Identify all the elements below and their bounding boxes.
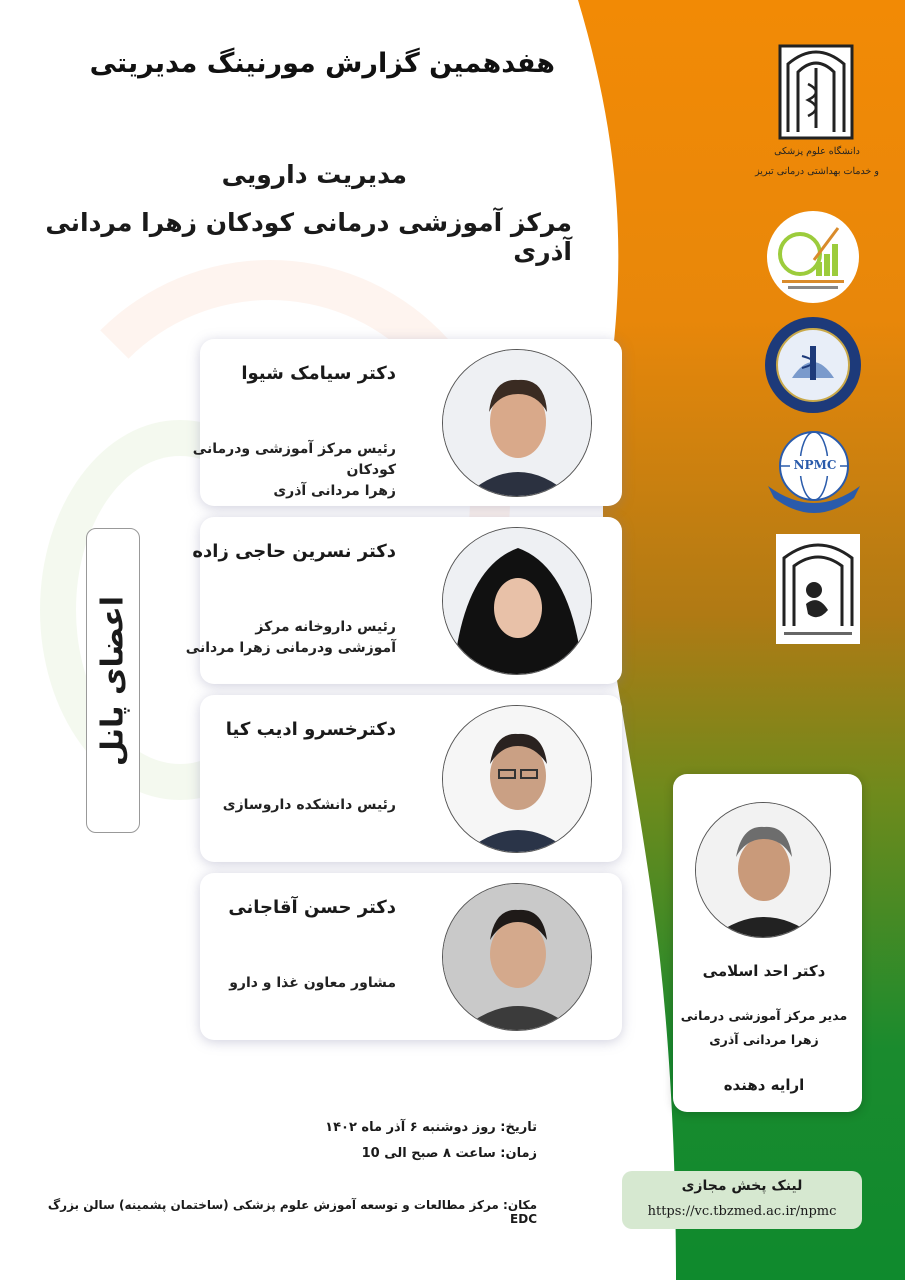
npmc-logo-icon bbox=[764, 428, 862, 520]
panel-member-card bbox=[200, 695, 622, 862]
member-name: دکتر سیامک شیوا bbox=[241, 363, 396, 384]
avatar bbox=[442, 705, 592, 853]
member-role: رئیس دانشکده داروسازی bbox=[222, 797, 396, 813]
member-role: رئیس مرکز آموزشی ودرمانی کودکان زهرا مردانی آذری bbox=[192, 441, 396, 499]
management-association-logo-icon bbox=[764, 316, 862, 414]
stream-link-url[interactable]: https://vc.tbzmed.ac.ir/npmc bbox=[647, 1204, 837, 1219]
presenter-card bbox=[673, 774, 862, 1112]
member-name: دکتر نسرین حاجی زاده bbox=[192, 541, 396, 562]
member-role: مشاور معاون غذا و دارو bbox=[229, 975, 396, 991]
topic-title: مدیریت دارویی bbox=[221, 160, 407, 189]
npmc-text: NPMC bbox=[793, 458, 837, 472]
university-logo-icon bbox=[778, 44, 854, 140]
poster-title: هفدهمین گزارش مورنینگ مدیریتی bbox=[89, 48, 555, 79]
event-place: مکان: مرکز مطالعات و توسعه آموزش علوم پزشکی (ساختمان پشمینه) سالن بزرگ EDC bbox=[47, 1198, 537, 1226]
panel-member-card bbox=[192, 339, 622, 506]
presenter-role: مدیر مرکز آموزشی درمانی زهرا مردانی آذری bbox=[680, 1008, 848, 1047]
panel-member-card bbox=[185, 517, 622, 684]
presenter-label: ارایه دهنده bbox=[723, 1076, 805, 1094]
research-logo-icon bbox=[766, 210, 860, 304]
children-hospital-logo-icon bbox=[776, 534, 860, 644]
university-caption: دانشگاه علوم پزشکی و خدمات بهداشتی درمانی تبریز bbox=[755, 146, 879, 177]
presenter-name: دکتر احد اسلامی bbox=[702, 962, 826, 980]
avatar bbox=[442, 883, 592, 1031]
avatar bbox=[442, 527, 592, 675]
member-name: دکتر حسن آقاجانی bbox=[228, 897, 396, 918]
event-date: تاریخ: روز دوشنبه ۶ آذر ماه ۱۴۰۲ bbox=[325, 1120, 537, 1135]
member-role: رئیس داروخانه مرکز آموزشی ودرمانی زهرا مردانی bbox=[185, 619, 396, 656]
panel-members-label: اعضای پانل bbox=[86, 528, 140, 833]
event-time: زمان: ساعت ۸ صبح الی 10 bbox=[361, 1146, 537, 1161]
center-title: مرکز آموزشی درمانی کودکان زهرا مردانی آذری bbox=[45, 208, 572, 266]
member-name: دکترخسرو ادیب کیا bbox=[225, 719, 396, 740]
stream-link-title: لینک پخش مجازی bbox=[681, 1178, 803, 1194]
avatar bbox=[442, 349, 592, 497]
stream-link-box bbox=[622, 1171, 862, 1229]
avatar bbox=[695, 802, 831, 938]
panel-member-card bbox=[200, 873, 622, 1040]
